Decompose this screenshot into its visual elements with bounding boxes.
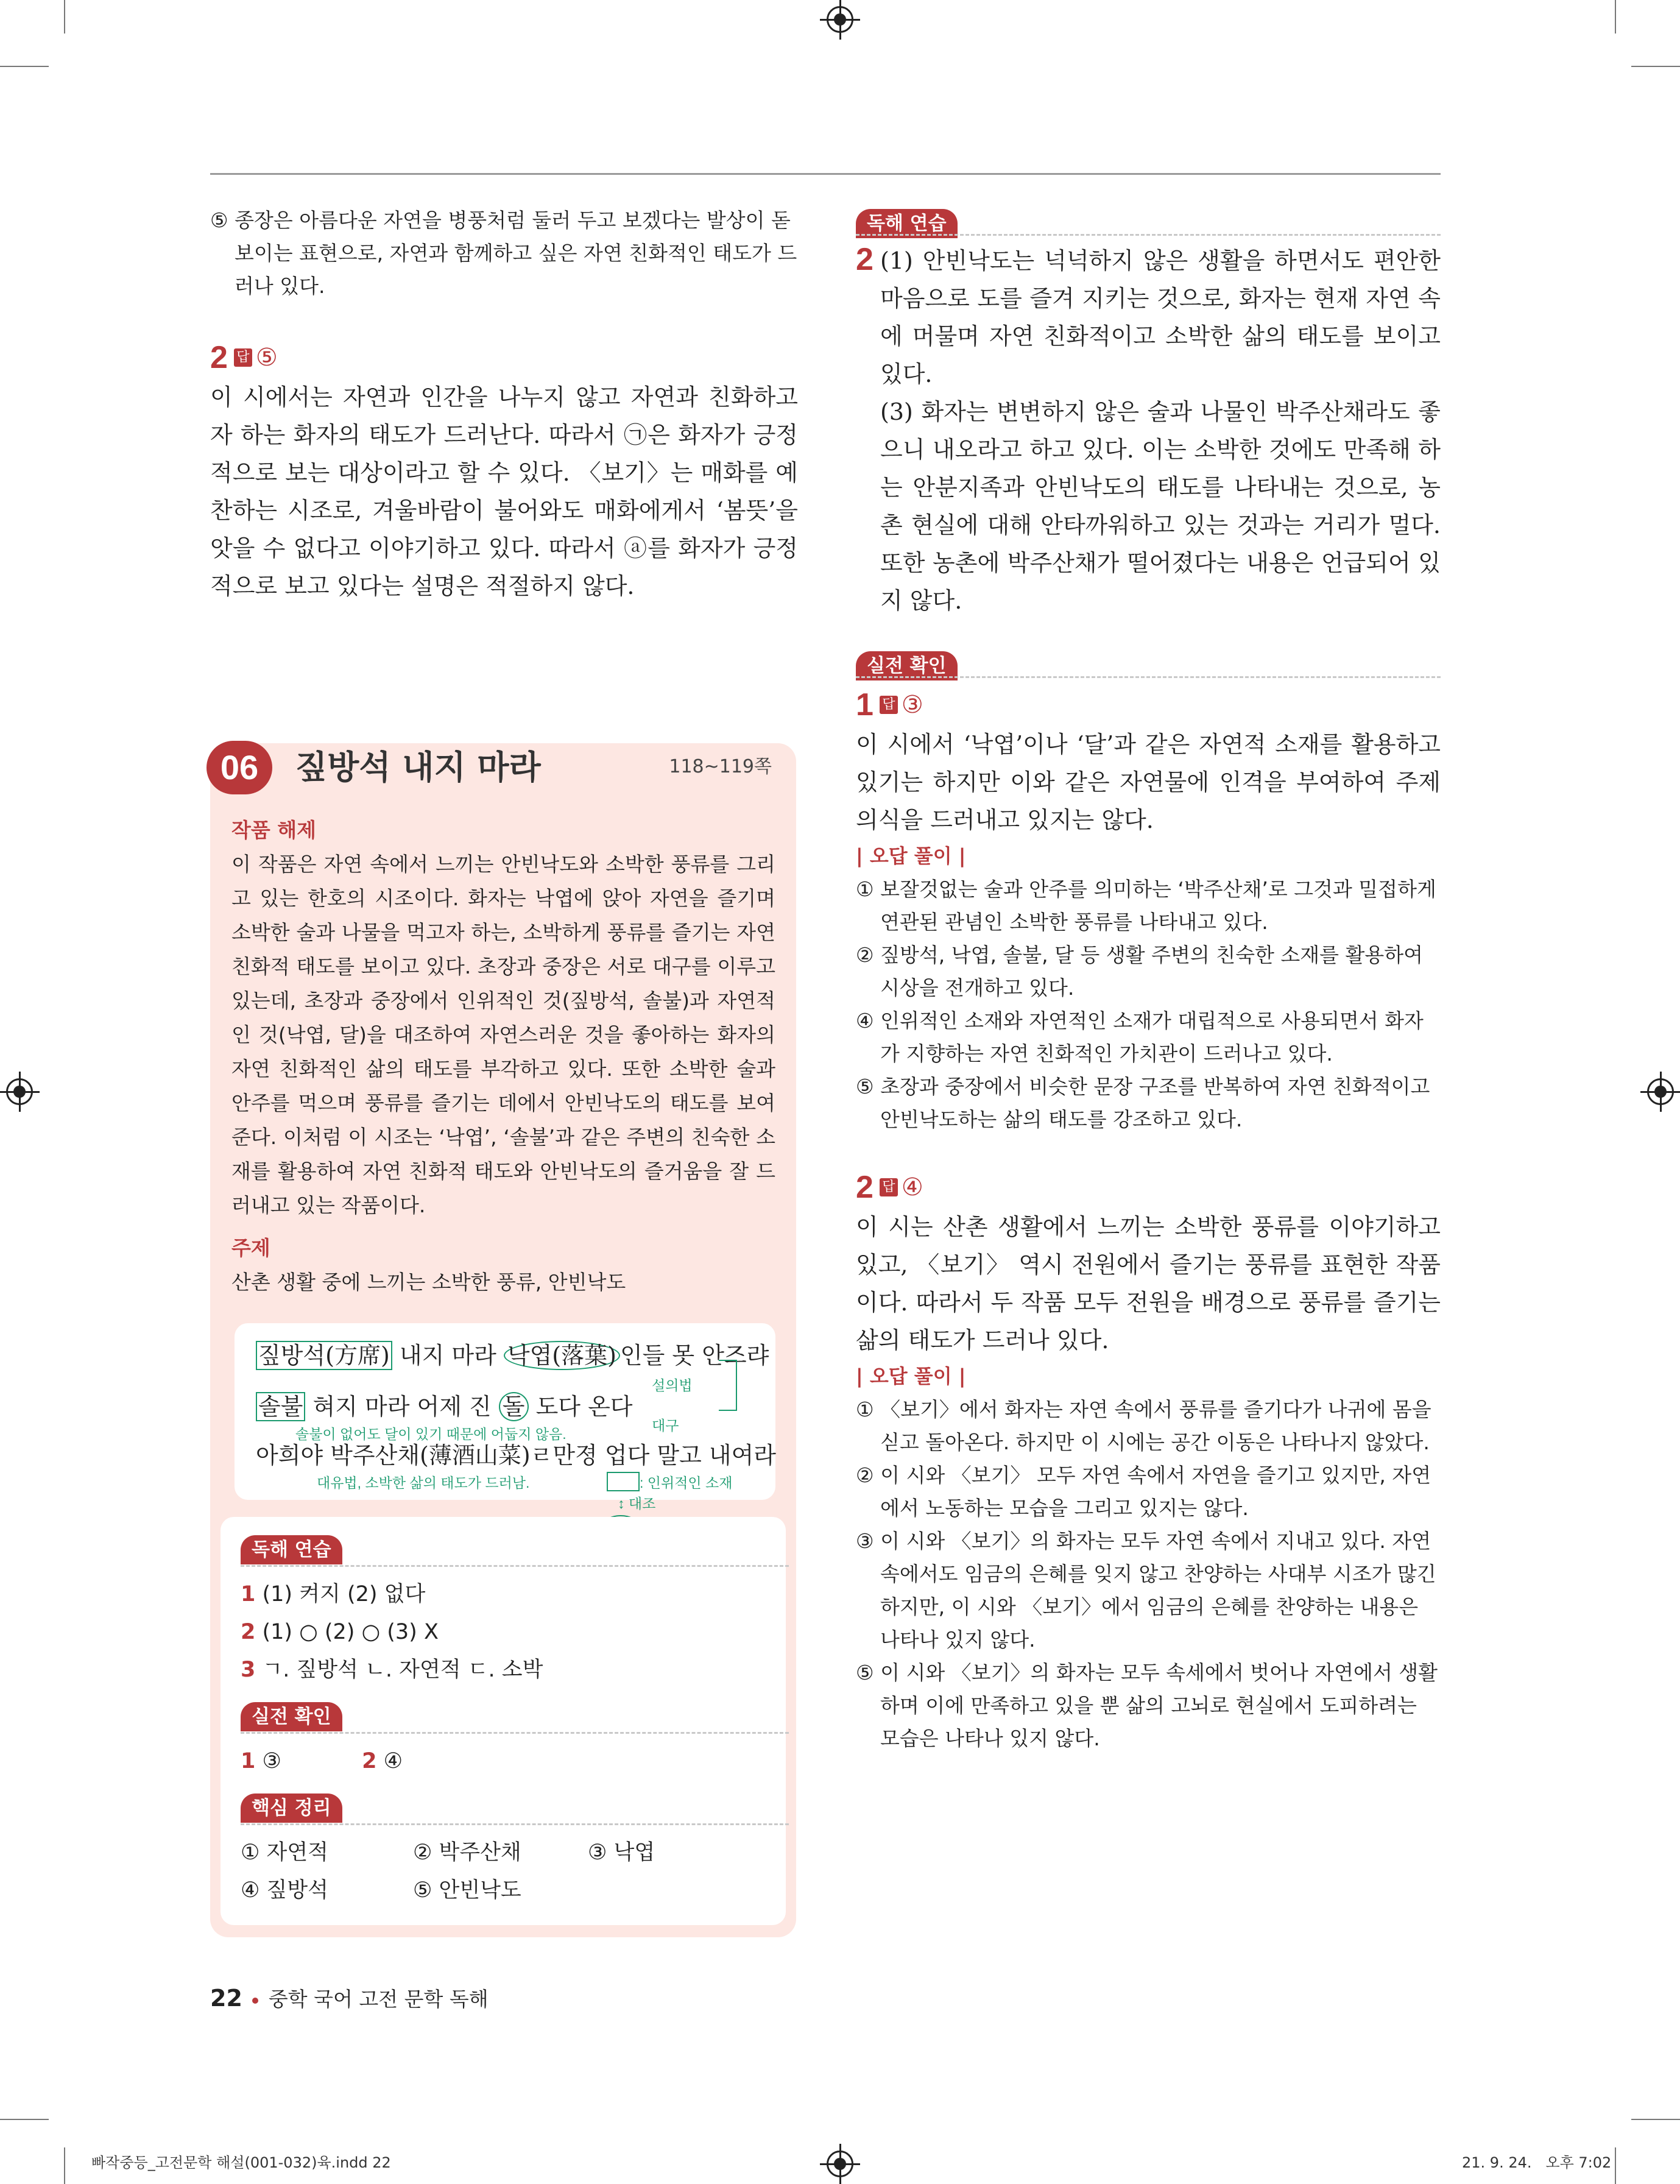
answer-choice: ④ — [901, 1173, 923, 1201]
registration-mark-icon — [827, 2150, 853, 2177]
list-item: ③ 이 시와 〈보기〉의 화자는 모두 자연 속에서 지내고 있다. 자연 속에서도 임금의 은혜를 잊지 않고 찬양하는 사대부 시조가 많긴 하지만, 이 시와 〈보기〉에서 임금의 은혜를 찬양하는 내용은 나타나 있지 않다. — [856, 1529, 1436, 1652]
registration-mark-icon — [827, 6, 853, 33]
note-parallel: 대구 — [652, 1418, 679, 1433]
crop-mark — [1631, 2119, 1680, 2120]
haeje-label: 작품 해제 — [231, 818, 317, 842]
choice-five-explanation: ⑤ 종장은 아름다운 자연을 병풍처럼 둘러 두고 보겠다는 발상이 돋보이는 표현으로, 자연과 함께하고 싶은 자연 친화적인 태도가 드러나 있다. — [210, 208, 797, 298]
summary-body — [231, 813, 775, 1299]
slug-filename: 빠작중등_고전문학 해설(001-032)육.indd 22 — [91, 2154, 391, 2171]
question-number: 2 — [856, 1170, 874, 1205]
q2-part-1: (1) 안빈낙도는 넉넉하지 않은 생활을 하면서도 편안한 마음으로 도를 즐겨 지키는 것으로, 화자는 현재 자연 속에 머물며 자연 친화적이고 소박한 삶의 태도를 보이고 있다. — [880, 247, 1441, 387]
poem-line-2: 솔불 혀지 마라 어제 진 돌 도다 온다 — [256, 1391, 633, 1422]
crop-mark — [64, 0, 65, 34]
poem-artificial-word: 짚방석(方席) — [256, 1341, 392, 1370]
top-rule — [210, 173, 1441, 175]
dokhae-label-wrap — [241, 1535, 789, 1568]
registration-mark-icon — [1647, 1078, 1674, 1105]
bracket-line — [719, 1360, 737, 1411]
answer-heading — [856, 683, 1441, 726]
crop-mark — [1615, 0, 1616, 34]
dokhae-label: 독해 연습 — [856, 209, 958, 238]
siljeon-label-wrap — [241, 1702, 789, 1735]
right-column — [856, 204, 1441, 1755]
list-item: ① 〈보기〉에서 화자는 자연 속에서 풍류를 즐기다가 나귀에 몸을 싣고 돌아온다. 하지만 이 시에는 공간 이동은 나타나지 않았다. — [856, 1398, 1431, 1454]
crop-mark — [0, 66, 49, 67]
note-rhetorical-question: 설의법 — [652, 1377, 693, 1393]
crop-mark — [1615, 2147, 1616, 2184]
work-title: 짚방석 내지 마라 — [295, 748, 541, 786]
answer-choice: ⑤ — [255, 344, 278, 372]
crop-mark — [64, 2147, 65, 2184]
siljeon-label: 실전 확인 — [856, 651, 958, 680]
answer-heading — [210, 336, 798, 378]
answer-badge: 답 — [880, 1178, 898, 1196]
question-number: 2 — [210, 340, 228, 375]
answer-badge: 답 — [234, 348, 252, 367]
haeksim-item: ① 자연적 — [241, 1840, 328, 1865]
note-line-3: 대유법, 소박한 삶의 태도가 드러남. — [317, 1475, 530, 1491]
dokhae-answers: 1 (1) 켜지 (2) 없다 2 (1) ○ (2) ○ (3) X 3 ㄱ. 짚방석 ㄴ. 자연적 ㄷ. 소박 — [241, 1582, 543, 1682]
s2-explanation: 이 시는 산촌 생활에서 느끼는 소박한 풍류를 이야기하고 있고, 〈보기〉 역시 전원에서 즐기는 풍류를 표현한 작품이다. 따라서 두 작품 모두 전원을 배경으로 풍류를 즐기는 삶의 태도가 드러나 있다. — [856, 1214, 1441, 1354]
box-header — [210, 743, 796, 792]
haeje-text: 이 작품은 자연 속에서 느끼는 안빈낙도와 소박한 풍류를 그리고 있는 한호의 시조이다. 화자는 낙엽에 앉아 자연을 즐기며 소박한 술과 나물을 먹고자 하는, 소박하게 풍류를 즐기는 자연 친화적 태도를 보이고 있다. 초장과 중장은 서로 대구를 이루고 있는데, 초장과 중장에서 인위적인 것(짚방석, 솔불)과 자연적인 것(낙엽, 달)을 대조하여 자연스러운 것을 좋아하는 화자의 자연 친화적인 삶의 태도를 부각하고 있다. 또한 소박한 술과 안주를 먹으며 풍류를 즐기는 데에서 안빈낙도의 태도를 보여 준다. 이처럼 이 시조는 ‘낙엽’, ‘솔불’과 같은 주변의 친숙한 소재를 활용하여 자연 친화적 태도와 안빈낙도의 즐거움을 잘 드러내고 있는 작품이다. — [231, 852, 775, 1217]
question-number: 1 — [856, 687, 874, 723]
wrong-answer-label: | 오답 풀이 | — [856, 844, 966, 868]
list-item: ④ 인위적인 소재와 자연적인 소재가 대립적으로 사용되면서 화자가 지향하는 자연 친화적인 가치관이 드러나고 있다. — [856, 1009, 1424, 1065]
siljeon-label-wrap — [856, 646, 1441, 679]
question-number: 2 — [856, 242, 874, 277]
theme-text: 산촌 생활 중에 느끼는 소박한 풍류, 안빈낙도 — [231, 1270, 626, 1294]
list-item: ② 짚방석, 낙엽, 솔불, 달 등 생활 주변의 친숙한 소재를 활용하여 시상을 전개하고 있다. — [856, 943, 1424, 1000]
haeksim-label: 핵심 정리 — [241, 1793, 342, 1823]
haeksim-answers — [241, 1834, 789, 1909]
answer-choice: ③ — [901, 691, 923, 719]
haeksim-item: ⑤ 안빈낙도 — [413, 1878, 521, 1903]
note-line-2: 솔불이 없어도 달이 있기 때문에 어둡지 않음. — [295, 1426, 566, 1442]
legend-contrast: ↕ 대조 — [618, 1496, 656, 1511]
dokhae-q2 — [856, 242, 1441, 620]
haeksim-item: ② 박주산채 — [413, 1840, 521, 1865]
left-column — [210, 204, 798, 605]
crop-mark — [1631, 66, 1680, 67]
list-item: ⑤ 초장과 중장에서 비슷한 문장 구조를 반복하여 자연 친화적이고 안빈낙도하는 삶의 태도를 강조하고 있다. — [856, 1075, 1430, 1131]
legend-square-icon — [607, 1472, 640, 1491]
answer-explanation: 이 시에서는 자연과 인간을 나누지 않고 자연과 친화하고자 하는 화자의 태도가 드러난다. 따라서 ㉠은 화자가 긍정적으로 보는 대상이라고 할 수 있다. 〈보기〉는 매화를 예찬하는 시조로, 겨울바람이 불어와도 매화에게서 ‘봄뜻’을 앗을 수 없다고 이야기하고 있다. 따라서 ⓐ를 화자가 긍정적으로 보고 있다는 설명은 적절하지 않다. — [210, 384, 798, 599]
theme-label: 주제 — [231, 1236, 270, 1260]
book-title: 중학 국어 고전 문학 독해 — [268, 1987, 489, 2011]
s1-wrong-items — [856, 873, 1441, 1136]
list-item: ① 보잘것없는 술과 안주를 의미하는 ‘박주산채’로 그것과 밀접하게 연관된 관념인 소박한 풍류를 나타내고 있다. — [856, 877, 1436, 934]
slug-date: 21. 9. 24. 오후 7:02 — [1462, 2154, 1612, 2171]
s2-wrong-items — [856, 1393, 1441, 1755]
quick-answers — [241, 1535, 789, 1909]
s1-explanation: 이 시에서 ‘낙엽’이나 ‘달’과 같은 자연적 소재를 활용하고 있기는 하지만 이와 같은 자연물에 인격을 부여하여 주제 의식을 드러내고 있지는 않다. — [856, 731, 1441, 833]
wrong-answer-label: | 오답 풀이 | — [856, 1365, 966, 1388]
legend-artificial: : 인위적인 소재 — [640, 1475, 733, 1491]
registration-mark-icon — [6, 1078, 33, 1105]
poem-artificial-word: 솔불 — [256, 1392, 305, 1421]
list-item: ⑤ 이 시와 〈보기〉의 화자는 모두 속세에서 벗어나 자연에서 생활하며 이에 만족하고 있을 뿐 삶의 고뇌로 현실에서 도피하려는 모습은 나타나 있지 않다. — [856, 1661, 1438, 1750]
answer-badge: 답 — [880, 696, 898, 714]
q2-part-3: (3) 화자는 변변하지 않은 술과 나물인 박주산채라도 좋으니 내오라고 하고 있다. 이는 소박한 것에도 만족해 하는 안분지족과 안빈낙도의 태도를 나타내는 것으로, 농촌 현실에 대해 안타까워하고 있는 것과는 거리가 멀다. 또한 농촌에 박주산채가 떨어졌다는 내용은 언급되어 있지 않다. — [880, 398, 1441, 614]
page-number: 22 — [210, 1985, 242, 2012]
crop-mark — [0, 2119, 49, 2120]
siljeon-answers: 1 ③ 2 ④ — [241, 1749, 403, 1773]
poem-natural-word: 돌 — [499, 1392, 529, 1421]
list-item: ② 이 시와 〈보기〉 모두 자연 속에서 자연을 즐기고 있지만, 자연에서 노동하는 모습을 그리고 있지는 않다. — [856, 1463, 1431, 1520]
poem-line-3: 아희야 박주산채(薄酒山菜)ㄹ만졍 업다 말고 내여라 — [256, 1442, 777, 1469]
page-footer — [210, 1983, 489, 2015]
poem-natural-word: 낙엽(落葉) — [504, 1341, 620, 1370]
siljeon-label: 실전 확인 — [241, 1702, 342, 1731]
dokhae-label: 독해 연습 — [241, 1535, 342, 1564]
answer-heading — [856, 1165, 1441, 1208]
haeksim-item: ④ 짚방석 — [241, 1878, 328, 1903]
haeksim-label-wrap — [241, 1793, 789, 1826]
bullet-icon — [252, 1998, 258, 2004]
box-number-badge: 06 — [206, 741, 272, 794]
poem-line-1: 짚방석(方席) 내지 마라 낙엽(落葉) 인들 못 안즈랴 — [256, 1340, 769, 1371]
haeksim-item: ③ 낙엽 — [588, 1840, 655, 1865]
page-range: 118~119쪽 — [669, 756, 772, 777]
dokhae-label-wrap — [856, 204, 1441, 237]
